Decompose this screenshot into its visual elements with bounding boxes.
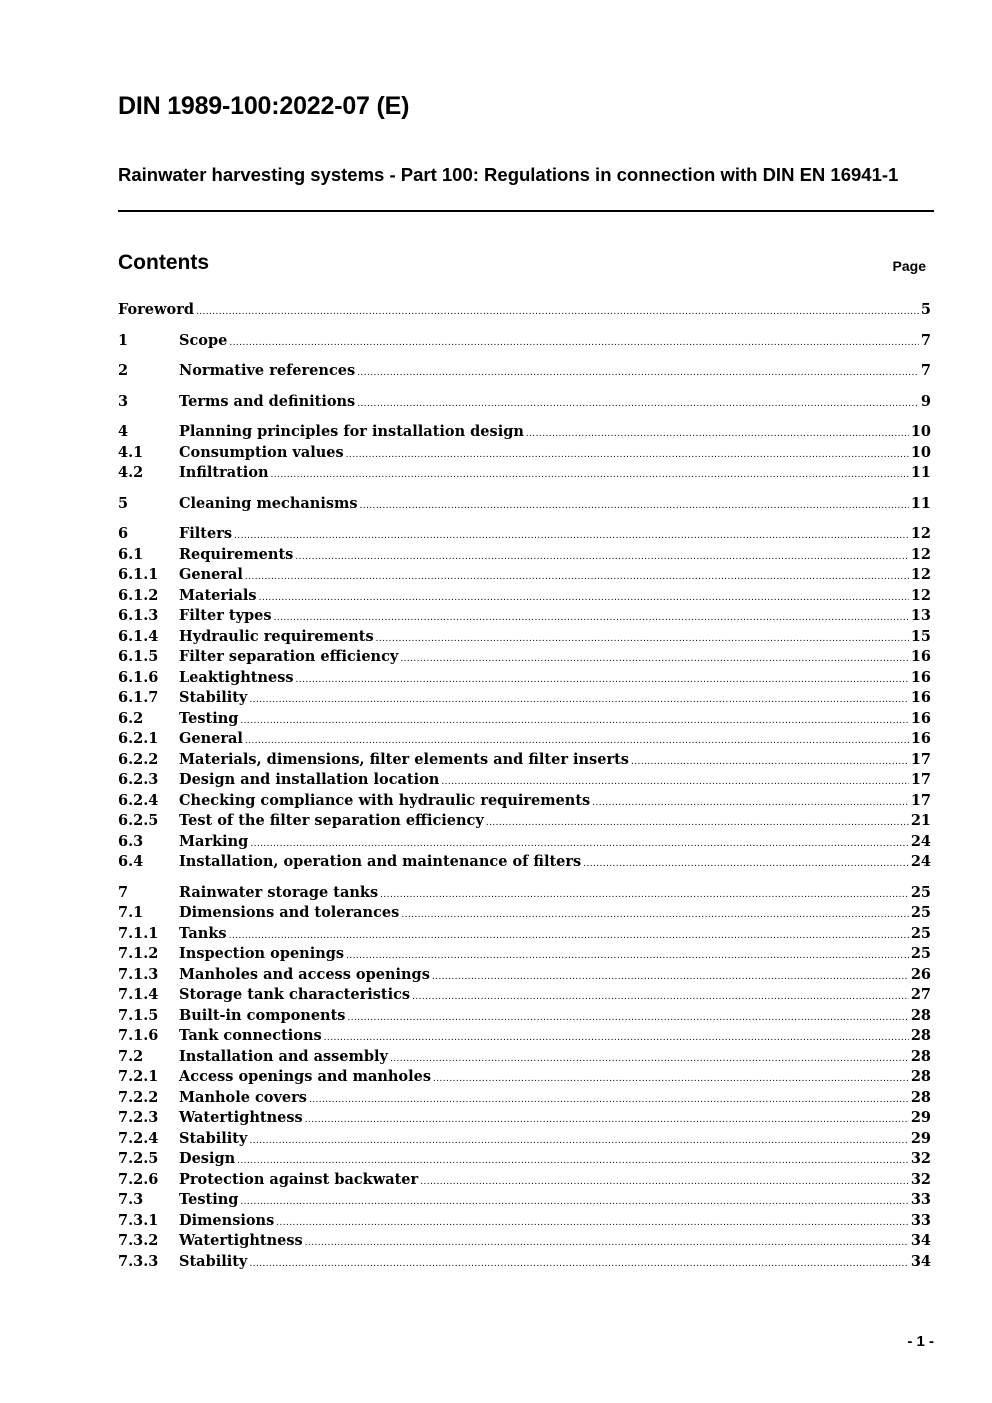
toc-entry-number: 7.1.5	[118, 1007, 159, 1024]
toc-entry-number: 6.2.5	[118, 812, 159, 829]
toc-entry-title: General	[179, 730, 243, 747]
toc-entry-title: Checking compliance with hydraulic requirements	[179, 792, 591, 809]
toc-dot-leader	[237, 1149, 909, 1171]
toc-entry-number: 6.1	[118, 546, 144, 563]
document-id: DIN 1989-100:2022-07 (E)	[118, 92, 410, 120]
toc-entry-number: 4	[118, 423, 129, 440]
toc-entry-page: 10	[910, 444, 931, 461]
toc-entry-title: Hydraulic requirements	[179, 628, 374, 645]
toc-entry[interactable]	[118, 1211, 931, 1231]
toc-entry-title: Manholes and access openings	[179, 966, 430, 983]
toc-entry-title: Foreword	[118, 301, 194, 318]
toc-entry-title: Infiltration	[179, 464, 269, 481]
toc-entry[interactable]	[118, 463, 931, 483]
toc-entry-number: 6.2	[118, 710, 144, 727]
toc-entry-title: Installation, operation and maintenance of filters	[179, 853, 582, 870]
toc-entry-title: Filter types	[179, 607, 272, 624]
toc-entry-page: 29	[910, 1109, 931, 1126]
toc-dot-leader	[583, 852, 909, 874]
toc-entry[interactable]	[118, 1231, 931, 1251]
toc-entry-page: 17	[910, 751, 931, 768]
toc-entry-number: 7.3.2	[118, 1232, 159, 1249]
toc-dot-leader	[360, 494, 909, 516]
toc-entry[interactable]	[118, 494, 931, 514]
toc-entry-title: Normative references	[179, 362, 356, 379]
toc-entry-title: Stability	[179, 1253, 248, 1270]
toc-entry-page: 16	[910, 730, 931, 747]
toc-dot-leader	[309, 1088, 909, 1110]
toc-entry-number: 6.2.1	[118, 730, 159, 747]
toc-entry-number: 6.1.6	[118, 669, 159, 686]
toc-dot-leader	[433, 1067, 909, 1089]
toc-entry-title: Tank connections	[179, 1027, 322, 1044]
toc-entry[interactable]	[118, 1190, 931, 1210]
toc-dot-leader	[390, 1047, 909, 1069]
toc-dot-leader	[441, 770, 908, 792]
toc-entry[interactable]	[118, 647, 931, 667]
toc-entry-title: Inspection openings	[179, 945, 345, 962]
toc-entry-page: 16	[910, 648, 931, 665]
toc-entry-number: 6.1.5	[118, 648, 159, 665]
toc-entry-number: 7	[118, 884, 129, 901]
toc-entry-title: Access openings and manholes	[179, 1068, 432, 1085]
toc-entry-title: Leaktightness	[179, 669, 294, 686]
toc-dot-leader	[592, 791, 909, 813]
toc-entry-page: 13	[910, 607, 931, 624]
toc-dot-leader	[245, 565, 909, 587]
toc-entry-number: 7.2.2	[118, 1089, 159, 1106]
toc-entry-page: 32	[910, 1150, 931, 1167]
toc-entry-number: 7.3	[118, 1191, 144, 1208]
toc-entry-number: 6.1.7	[118, 689, 159, 706]
toc-entry-title: Cleaning mechanisms	[179, 495, 358, 512]
toc-entry[interactable]	[118, 565, 931, 585]
toc-dot-leader	[296, 668, 909, 690]
toc-entry-title: Tanks	[179, 925, 227, 942]
toc-entry-title: Watertightness	[179, 1109, 303, 1126]
toc-entry-page: 24	[910, 833, 931, 850]
toc-entry-number: 6.1.3	[118, 607, 159, 624]
toc-dot-leader	[486, 811, 909, 833]
toc-entry[interactable]	[118, 668, 931, 688]
toc-dot-leader	[276, 1211, 909, 1233]
toc-entry-page: 27	[910, 986, 931, 1003]
toc-dot-leader	[346, 443, 909, 465]
toc-dot-leader	[357, 392, 919, 414]
toc-entry-number: 1	[118, 332, 129, 349]
toc-dot-leader	[240, 1190, 908, 1212]
toc-entry-page: 29	[910, 1130, 931, 1147]
toc-entry-page: 24	[910, 853, 931, 870]
toc-entry-page: 25	[910, 904, 931, 921]
toc-entry-page: 28	[910, 1089, 931, 1106]
toc-entry-number: 6.2.2	[118, 751, 159, 768]
toc-entry-page: 15	[910, 628, 931, 645]
toc-dot-leader	[401, 903, 909, 925]
toc-entry[interactable]	[118, 965, 931, 985]
toc-entry[interactable]	[118, 1047, 931, 1067]
toc-entry[interactable]	[118, 361, 931, 381]
toc-entry-number: 7.2.4	[118, 1130, 159, 1147]
toc-entry-title: Scope	[179, 332, 228, 349]
toc-entry-page: 16	[910, 689, 931, 706]
toc-dot-leader	[196, 300, 919, 322]
toc-entry-title: Manhole covers	[179, 1089, 307, 1106]
toc-entry-page: 11	[910, 464, 931, 481]
toc-entry[interactable]	[118, 1252, 931, 1272]
toc-dot-leader	[250, 832, 908, 854]
toc-dot-leader	[274, 606, 909, 628]
toc-entry-page: 28	[910, 1027, 931, 1044]
toc-entry-number: 7.2.1	[118, 1068, 159, 1085]
toc-entry-number: 5	[118, 495, 129, 512]
toc-entry-page: 25	[910, 925, 931, 942]
toc-entry[interactable]	[118, 1006, 931, 1026]
document-subtitle: Rainwater harvesting systems - Part 100: Regulations in connection with DIN EN 16941-1	[118, 164, 899, 185]
toc-entry-number: 6.1.4	[118, 628, 159, 645]
toc-entry[interactable]	[118, 1129, 931, 1149]
toc-entry-number: 7.1	[118, 904, 144, 921]
toc-entry[interactable]	[118, 1067, 931, 1087]
toc-dot-leader	[271, 463, 909, 485]
toc-entry[interactable]	[118, 1149, 931, 1169]
toc-dot-leader	[420, 1170, 909, 1192]
toc-dot-leader	[234, 524, 909, 546]
toc-entry-page: 28	[910, 1068, 931, 1085]
toc-entry[interactable]	[118, 791, 931, 811]
toc-entry-page: 26	[910, 966, 931, 983]
toc-entry-title: Design and installation location	[179, 771, 440, 788]
toc-entry[interactable]	[118, 852, 931, 872]
toc-dot-leader	[357, 361, 919, 383]
toc-entry[interactable]	[118, 545, 931, 565]
toc-entry-title: Filters	[179, 525, 233, 542]
toc-dot-leader	[259, 586, 909, 608]
toc-entry[interactable]	[118, 1088, 931, 1108]
toc-entry-title: Filter separation efficiency	[179, 648, 399, 665]
toc-entry-page: 25	[910, 884, 931, 901]
toc-entry-number: 7.1.1	[118, 925, 159, 942]
toc-entry-number: 7.3.1	[118, 1212, 159, 1229]
toc-entry[interactable]	[118, 1170, 931, 1190]
toc-entry-title: Materials, dimensions, filter elements and filter inserts	[179, 751, 629, 768]
toc-entry-number: 6.4	[118, 853, 144, 870]
toc-entry-number: 6	[118, 525, 129, 542]
toc-entry-page: 21	[910, 812, 931, 829]
toc-entry-title: Stability	[179, 689, 248, 706]
toc-entry-number: 7.2.6	[118, 1171, 159, 1188]
toc-entry-page: 16	[910, 710, 931, 727]
toc-entry-title: Consumption values	[179, 444, 344, 461]
toc-entry-title: Dimensions and tolerances	[179, 904, 400, 921]
toc-entry[interactable]	[118, 331, 931, 351]
toc-dot-leader	[412, 985, 909, 1007]
toc-dot-leader	[324, 1026, 909, 1048]
toc-entry-page: 28	[910, 1007, 931, 1024]
toc-entry-page: 34	[910, 1253, 931, 1270]
page-column-label: Page	[892, 258, 926, 274]
toc-dot-leader	[245, 729, 909, 751]
toc-dot-leader	[376, 627, 909, 649]
toc-entry-title: Design	[179, 1150, 236, 1167]
toc-entry[interactable]	[118, 811, 931, 831]
toc-entry-title: Installation and assembly	[179, 1048, 388, 1065]
toc-entry-number: 4.2	[118, 464, 144, 481]
toc-entry-title: Testing	[179, 710, 239, 727]
toc-entry-number: 6.1.1	[118, 566, 159, 583]
toc-entry-page: 7	[920, 332, 931, 349]
toc-entry-page: 34	[910, 1232, 931, 1249]
toc-entry-page: 5	[920, 301, 931, 318]
toc-dot-leader	[346, 944, 909, 966]
toc-entry-number: 7.2	[118, 1048, 144, 1065]
toc-entry[interactable]	[118, 750, 931, 770]
toc-entry-number: 4.1	[118, 444, 144, 461]
toc-dot-leader	[249, 1129, 908, 1151]
toc-entry-number: 2	[118, 362, 129, 379]
toc-entry-title: Terms and definitions	[179, 393, 356, 410]
toc-entry-title: Watertightness	[179, 1232, 303, 1249]
toc-entry-page: 12	[910, 546, 931, 563]
toc-dot-leader	[400, 647, 908, 669]
toc-entry-page: 12	[910, 587, 931, 604]
toc-entry[interactable]	[118, 832, 931, 852]
toc-entry[interactable]	[118, 688, 931, 708]
toc-entry[interactable]	[118, 443, 931, 463]
toc-entry-title: Built-in components	[179, 1007, 346, 1024]
toc-entry-page: 10	[910, 423, 931, 440]
toc-entry-number: 7.1.2	[118, 945, 159, 962]
toc-entry-page: 12	[910, 566, 931, 583]
toc-entry-page: 12	[910, 525, 931, 542]
toc-entry-title: Materials	[179, 587, 257, 604]
toc-entry-title: Rainwater storage tanks	[179, 884, 379, 901]
toc-dot-leader	[380, 883, 909, 905]
toc-entry-page: 17	[910, 792, 931, 809]
toc-entry-number: 7.1.6	[118, 1027, 159, 1044]
toc-entry[interactable]	[118, 729, 931, 749]
toc-entry-title: Requirements	[179, 546, 294, 563]
toc-entry-title: Planning principles for installation design	[179, 423, 524, 440]
toc-entry-page: 32	[910, 1171, 931, 1188]
toc-dot-leader	[347, 1006, 908, 1028]
toc-entry-title: General	[179, 566, 243, 583]
toc-entry[interactable]	[118, 524, 931, 544]
toc-dot-leader	[526, 422, 909, 444]
toc-entry[interactable]	[118, 300, 931, 320]
toc-entry-title: Testing	[179, 1191, 239, 1208]
toc-dot-leader	[229, 331, 919, 353]
toc-dot-leader	[249, 1252, 908, 1274]
toc-entry-number: 6.1.2	[118, 587, 159, 604]
toc-dot-leader	[240, 709, 908, 731]
toc-entry-number: 6.3	[118, 833, 144, 850]
toc-entry-title: Stability	[179, 1130, 248, 1147]
toc-entry-page: 28	[910, 1048, 931, 1065]
toc-entry-number: 7.2.5	[118, 1150, 159, 1167]
toc-entry-page: 11	[910, 495, 931, 512]
toc-entry-page: 33	[910, 1212, 931, 1229]
page-number: - 1 -	[907, 1333, 934, 1350]
toc-dot-leader	[631, 750, 909, 772]
toc-entry-title: Protection against backwater	[179, 1171, 419, 1188]
toc-entry[interactable]	[118, 1026, 931, 1046]
toc-dot-leader	[305, 1231, 909, 1253]
toc-entry-title: Marking	[179, 833, 249, 850]
toc-entry[interactable]	[118, 392, 931, 412]
toc-entry-number: 3	[118, 393, 129, 410]
toc-entry[interactable]	[118, 770, 931, 790]
toc-dot-leader	[295, 545, 909, 567]
toc-entry[interactable]	[118, 586, 931, 606]
toc-entry-number: 7.1.3	[118, 966, 159, 983]
toc-entry-page: 33	[910, 1191, 931, 1208]
toc-entry-number: 7.1.4	[118, 986, 159, 1003]
toc-entry-page: 7	[920, 362, 931, 379]
toc-dot-leader	[432, 965, 909, 987]
toc-entry-title: Dimensions	[179, 1212, 275, 1229]
toc-entry[interactable]	[118, 924, 931, 944]
toc-entry[interactable]	[118, 944, 931, 964]
toc-entry-number: 6.2.4	[118, 792, 159, 809]
toc-entry[interactable]	[118, 709, 931, 729]
toc-entry-number: 7.3.3	[118, 1253, 159, 1270]
toc-entry-title: Test of the filter separation efficiency	[179, 812, 484, 829]
toc-entry-page: 17	[910, 771, 931, 788]
toc-entry[interactable]	[118, 903, 931, 923]
toc-entry[interactable]	[118, 1108, 931, 1128]
toc-entry[interactable]	[118, 422, 931, 442]
contents-heading: Contents	[118, 251, 209, 274]
toc-entry-page: 9	[920, 393, 931, 410]
toc-entry-page: 25	[910, 945, 931, 962]
toc-dot-leader	[305, 1108, 909, 1130]
toc-entry-number: 6.2.3	[118, 771, 159, 788]
toc-entry-number: 7.2.3	[118, 1109, 159, 1126]
toc-entry[interactable]	[118, 627, 931, 647]
toc-entry-page: 16	[910, 669, 931, 686]
toc-entry[interactable]	[118, 606, 931, 626]
toc-entry[interactable]	[118, 883, 931, 903]
toc-dot-leader	[229, 924, 909, 946]
toc-dot-leader	[249, 688, 908, 710]
toc-entry-title: Storage tank characteristics	[179, 986, 411, 1003]
toc-entry[interactable]	[118, 985, 931, 1005]
